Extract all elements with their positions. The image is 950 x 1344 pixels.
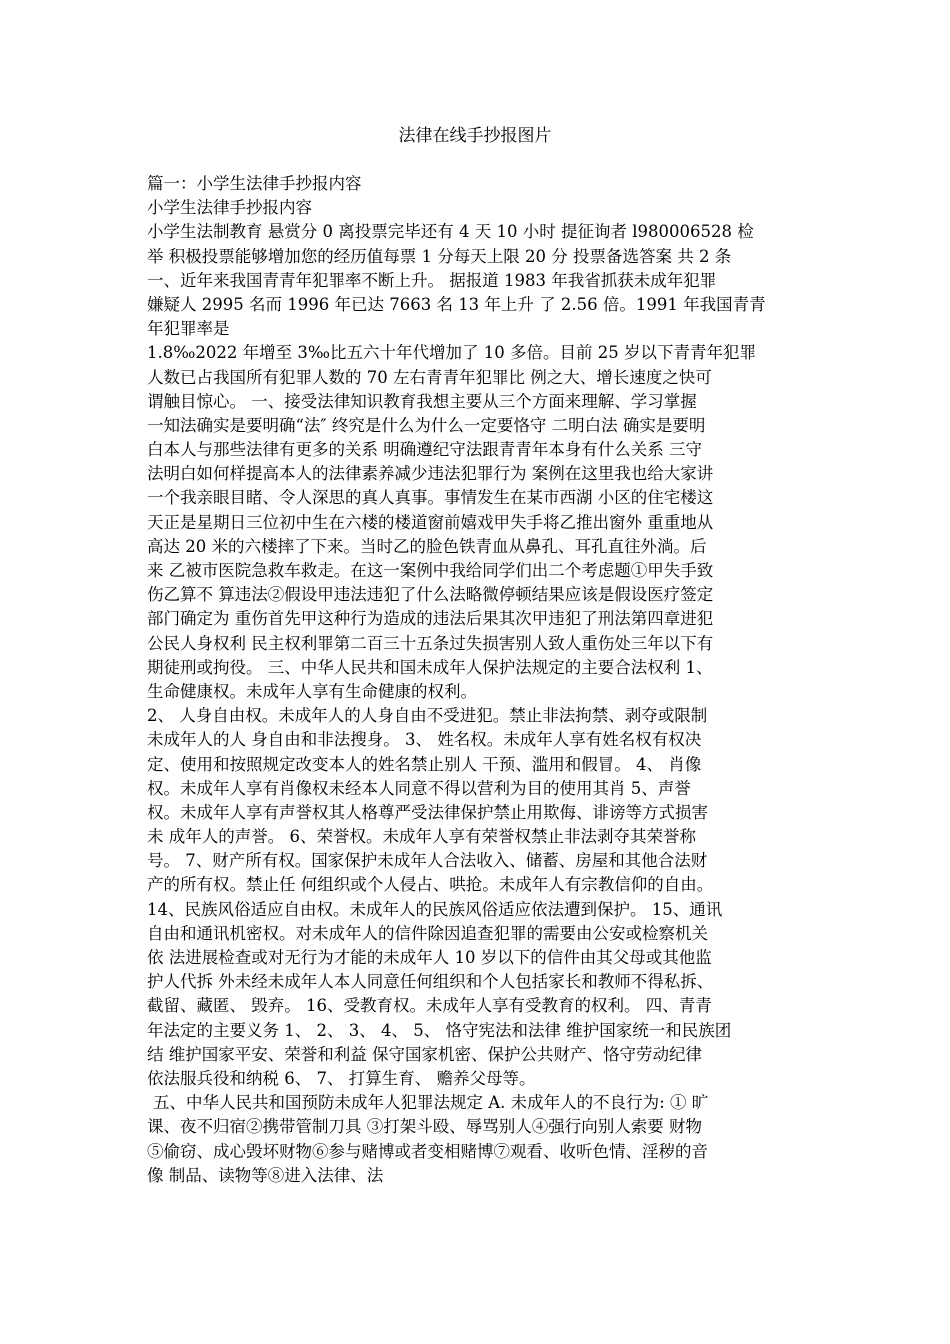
- paragraph-line: 护人代拆 外未经未成年人本人同意任何组织和个人包括家长和教师不得私拆、: [147, 972, 714, 992]
- paragraph-line: 14、民族风俗适应自由权。未成年人的民族风俗适应依法遭到保护。 15、通讯: [147, 899, 723, 919]
- paragraph-line: 高达 20 米的六楼摔了下来。当时乙的脸色铁青血从鼻孔、耳孔直往外淌。后: [147, 536, 707, 556]
- paragraph-line: 依 法进展检查或对无行为才能的未成年人 10 岁以下的信件由其父母或其他监: [147, 948, 712, 967]
- paragraph-line: 未 成年人的声誉。 6、荣誉权。未成年人享有荣誉权禁止非法剥夺其荣誉称: [147, 827, 696, 847]
- paragraph-line: 未成年人的人 身自由和非法搜身。 3、 姓名权。未成年人享有姓名权有权决: [147, 730, 702, 750]
- paragraph-line: 法明白如何样提高本人的法律素养减少违法犯罪行为 案例在这里我也给大家讲: [147, 464, 714, 484]
- paragraph-line: 年法定的主要义务 1、 2、 3、 4、 5、 恪守宪法和法律 维护国家统一和民族团: [147, 1020, 732, 1040]
- paragraph-line: 一个我亲眼目睹、令人深思的真人真事。事情发生在某市西湖 小区的住宅楼这: [147, 488, 714, 508]
- subheading: 小学生法律手抄报内容: [147, 198, 312, 218]
- paragraph-line: 结 维护国家平安、荣誉和利益 保守国家机密、保护公共财产、恪守劳动纪律: [147, 1044, 702, 1064]
- paragraph-line: 2、 人身自由权。未成年人的人身自由不受进犯。禁止非法拘禁、剥夺或限制: [147, 706, 708, 726]
- paragraph-line: 五、中华人民共和国预防未成年人犯罪法规定 A. 未成年人的不良行为: ① 旷: [153, 1093, 709, 1113]
- paragraph-line: 1.8‰2022 年增至 3‰比五六十年代增加了 10 多倍。目前 25 岁以下青青年犯罪: [147, 343, 756, 363]
- paragraph-line: 依法服兵役和纳税 6、 7、 打算生育、 赡养父母等。: [147, 1068, 536, 1088]
- paragraph-line: 公民人身权利 民主权利罪第二百三十五条过失损害别人致人重伤处三年以下有: [147, 633, 714, 653]
- paragraph-line: 权。未成年人享有肖像权未经本人同意不得以营利为目的使用其肖 5、声誉: [147, 778, 691, 798]
- paragraph-line: 谓触目惊心。 一、接受法律知识教育我想主要从三个方面来理解、学习掌握: [147, 391, 697, 411]
- paragraph-line: 权。未成年人享有声誉权其人格尊严受法律保护禁止用欺侮、诽谤等方式损害: [147, 802, 708, 822]
- document-title: 法律在线手抄报图片: [398, 126, 552, 146]
- paragraph-line: 生命健康权。未成年人享有生命健康的权利。: [147, 681, 477, 701]
- paragraph-line: 举 积极投票能够增加您的经历值每票 1 分每天上限 20 分 投票备选答案 共 2 条: [147, 246, 732, 266]
- paragraph-line: 截留、藏匿、 毁弃。 16、受教育权。未成年人享有受教育的权利。 四、青青: [147, 996, 712, 1016]
- paragraph-line: 嫌疑人 2995 名而 1996 年已达 7663 名 13 年上升 了 2.56 倍。1991 年我国青青: [147, 294, 766, 314]
- paragraph-line: 定、使用和按照规定改变本人的姓名禁止别人 干预、滥用和假冒。 4、 肖像: [147, 754, 702, 774]
- paragraph-line: 像 制品、读物等⑧进入法律、法: [147, 1165, 384, 1185]
- paragraph-line: 一、近年来我国青青年犯罪率不断上升。 据报道 1983 年我省抓获未成年犯罪: [147, 270, 717, 290]
- paragraph-line: 部门确定为 重伤首先甲这种行为造成的违法后果其次甲违犯了刑法第四章进犯: [147, 609, 714, 629]
- paragraph-line: ⑤偷窃、成心毁坏财物⑥参与赌博或者变相赌博⑦观看、收听色情、淫秽的音: [147, 1141, 708, 1161]
- paragraph-line: 号。 7、财产所有权。国家保护未成年人合法收入、储蓄、房屋和其他合法财: [147, 851, 708, 871]
- paragraph-line: 产的所有权。禁止任 何组织或个人侵占、哄抢。未成年人有宗教信仰的自由。: [147, 875, 714, 895]
- paragraph-line: 期徒刑或拘役。 三、中华人民共和国未成年人保护法规定的主要合法权利 1、: [147, 657, 713, 677]
- paragraph-line: 来 乙被市医院急救车救走。在这一案例中我给同学们出二个考虑题①甲失手致: [147, 561, 714, 580]
- paragraph-line: 一知法确实是要明确“法″ 终究是什么为什么一定要恪守 二明白法 确实是要明: [147, 415, 706, 435]
- paragraph-line: 人数已占我国所有犯罪人数的 70 左右青青年犯罪比 例之大、增长速度之快可: [147, 367, 712, 387]
- paragraph-line: 伤乙算不 算违法②假设甲违法违犯了什么法略微停顿结果应该是假设医疗签定: [147, 585, 714, 605]
- paragraph-line: 天正是星期日三位初中生在六楼的楼道窗前嬉戏甲失手将乙推出窗外 重重地从: [147, 512, 714, 532]
- paragraph-line: 课、夜不归宿②携带管制刀具 ③打架斗殴、辱骂别人④强行向别人索要 财物: [147, 1117, 702, 1137]
- paragraph-line: 年犯罪率是: [147, 319, 230, 339]
- paragraph-line: 小学生法制教育 悬赏分 0 离投票完毕还有 4 天 10 小时 提征询者 l980006528 检: [147, 222, 754, 242]
- section-heading: 篇一：小学生法律手抄报内容: [147, 174, 362, 193]
- paragraph-line: 自由和通讯机密权。对未成年人的信件除因追查犯罪的需要由公安或检察机关: [147, 923, 708, 943]
- paragraph-line: 白本人与那些法律有更多的关系 明确遵纪守法跟青青年本身有什么关系 三守: [147, 440, 702, 460]
- document-body: [147, 172, 807, 1188]
